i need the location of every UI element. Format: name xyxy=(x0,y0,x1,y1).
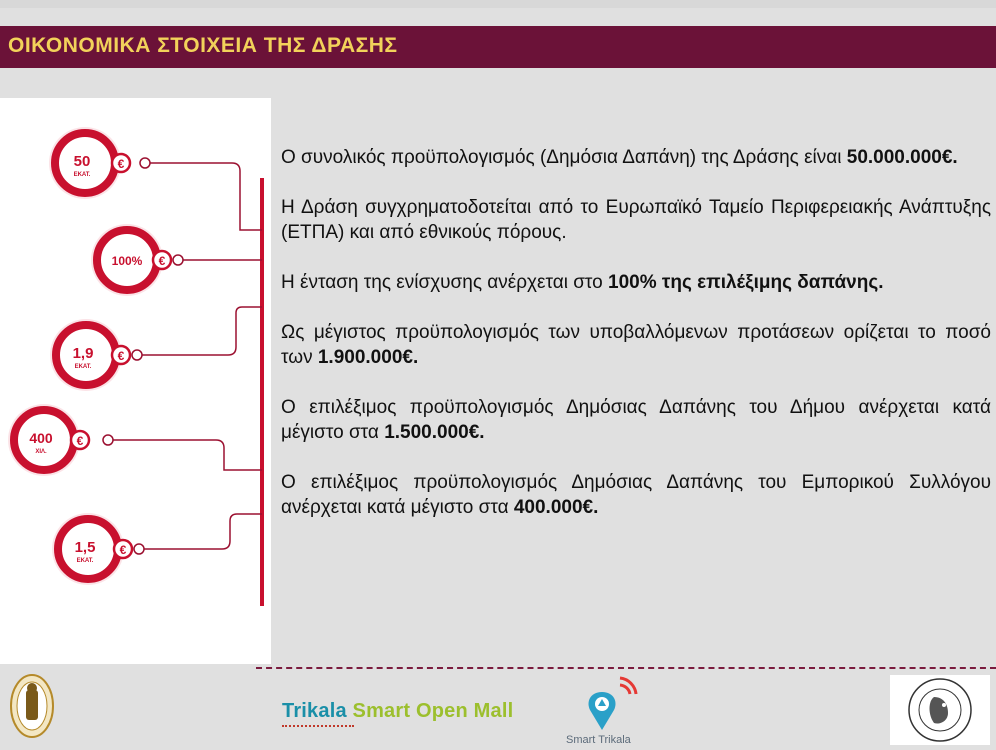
svg-text:€: € xyxy=(117,349,125,363)
svg-text:100%: 100% xyxy=(111,254,143,268)
budget-infographic xyxy=(0,98,271,664)
paragraph-association-budget: Ο επιλέξιμος προϋπολογισμός Δημόσιας Δαπάνης του Εμπορικού Συλλόγου ανέρχεται κατά μέγιστο στα 400.000€. xyxy=(281,472,991,518)
brand-underline xyxy=(282,722,354,727)
svg-text:ΕΚΑΤ.: ΕΚΑΤ. xyxy=(74,364,92,370)
smart-trikala-logo xyxy=(580,672,640,739)
svg-text:50: 50 xyxy=(73,153,91,170)
paragraph-max-proposal: Ως μέγιστος προϋπολογισμός των υποβαλλόμενων προτάσεων ορίζεται το ποσό των 1.900.000€. xyxy=(281,322,991,368)
budget-text-block xyxy=(281,145,991,545)
svg-text:ΕΚΑΤ.: ΕΚΑΤ. xyxy=(76,558,94,564)
top-strip xyxy=(0,0,996,8)
footer-divider xyxy=(256,667,996,669)
municipality-seal xyxy=(10,674,54,743)
paragraph-aid-intensity: Η ένταση της ενίσχυσης ανέρχεται στο 100% της επιλέξιμης δαπάνης. xyxy=(281,272,884,293)
svg-text:1,5: 1,5 xyxy=(74,539,96,556)
svg-text:€: € xyxy=(119,543,127,557)
svg-text:ΧΙΛ.: ΧΙΛ. xyxy=(35,449,47,455)
connector-5 xyxy=(143,514,262,549)
paragraph-total-budget: Ο συνολικός προϋπολογισμός (Δημόσια Δαπάνη) της Δράσης είναι 50.000.000€. xyxy=(281,147,958,168)
paragraph-cofunding: Η Δράση συγχρηματοδοτείται από το Ευρωπαϊκό Ταμείο Περιφερειακής Ανάπτυξης (ΕΤΠΑ) και από εθνικούς πόρους. xyxy=(281,197,991,243)
svg-text:€: € xyxy=(76,434,84,448)
svg-text:1,9: 1,9 xyxy=(72,345,94,362)
badge-1-9-million xyxy=(50,319,142,391)
brand-wordmark: Trikala Smart Open Mall xyxy=(282,700,514,722)
connector-1 xyxy=(150,163,262,230)
page-title: ΟΙΚΟΝΟΜΙΚΑ ΣΤΟΙΧΕΙΑ ΤΗΣ ΔΡΑΣΗΣ xyxy=(8,34,398,57)
svg-text:€: € xyxy=(158,254,166,268)
badge-400-thousand xyxy=(8,404,113,476)
paragraph-municipality-budget: Ο επιλέξιμος προϋπολογισμός Δημόσιας Δαπάνης του Δήμου ανέρχεται κατά μέγιστο στα 1.500.000€. xyxy=(281,397,991,443)
badge-50-million xyxy=(49,127,150,199)
connector-3 xyxy=(140,307,262,355)
connector-4 xyxy=(112,440,262,470)
smart-trikala-caption: Smart Trikala xyxy=(566,734,631,746)
badge-100-percent xyxy=(91,224,183,296)
svg-text:€: € xyxy=(117,157,125,171)
badge-1-5-million xyxy=(52,513,144,585)
svg-text:400: 400 xyxy=(29,430,53,446)
svg-text:ΕΚΑΤ.: ΕΚΑΤ. xyxy=(73,172,91,178)
infographic-panel xyxy=(0,98,271,664)
merchants-association-seal xyxy=(890,675,990,745)
